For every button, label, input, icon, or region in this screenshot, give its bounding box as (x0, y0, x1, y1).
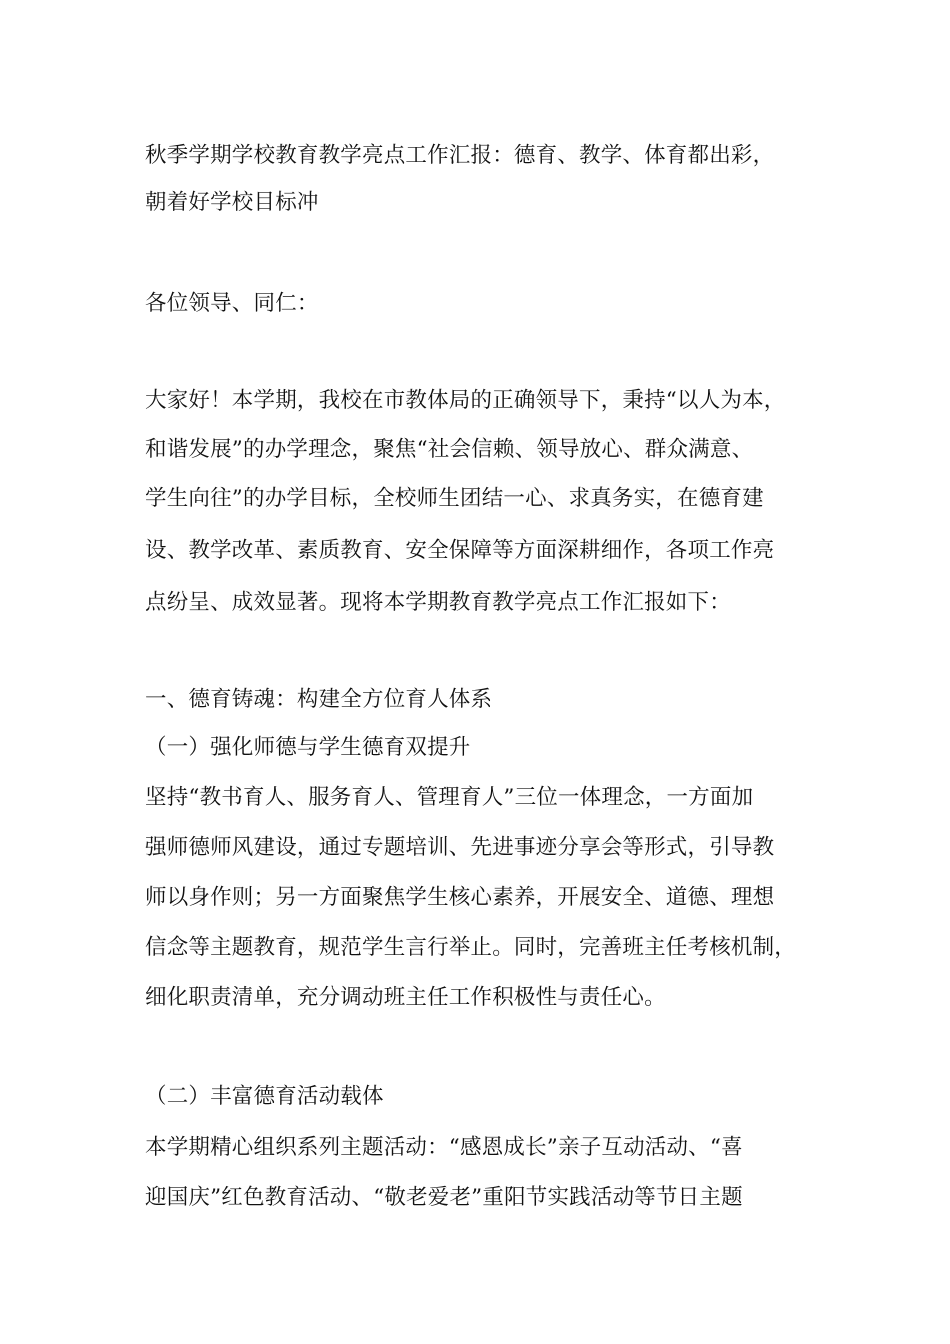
title-line-2: 朝着好学校目标冲 (145, 190, 319, 215)
subsection-1-line-1: 坚持“教书育人、服务育人、管理育人”三位一体理念，一方面加 (145, 785, 754, 810)
subsection-2-heading: （二）丰富德育活动载体 (145, 1084, 384, 1109)
intro-line-1: 大家好！本学期，我校在市教体局的正确领导下，秉持“以人为本， (145, 388, 786, 413)
subsection-1-line-5: 细化职责清单，充分调动班主任工作积极性与责任心。 (145, 985, 666, 1010)
title-line-1: 秋季学期学校教育教学亮点工作汇报：德育、教学、体育都出彩， (145, 143, 775, 168)
subsection-2-line-2: 迎国庆”红色教育活动、“敬老爱老”重阳节实践活动等节日主题 (145, 1185, 743, 1210)
subsection-1-line-3: 师以身作则；另一方面聚焦学生核心素养，开展安全、道德、理想 (145, 885, 775, 910)
subsection-2-line-1: 本学期精心组织系列主题活动：“感恩成长”亲子互动活动、“喜 (145, 1135, 743, 1160)
subsection-1-line-2: 强师德师风建设，通过专题培训、先进事迹分享会等形式，引导教 (145, 835, 775, 860)
subsection-1-heading: （一）强化师德与学生德育双提升 (145, 735, 471, 760)
salutation: 各位领导、同仁： (145, 291, 319, 316)
subsection-1-line-4: 信念等主题教育，规范学生言行举止。同时，完善班主任考核机制， (145, 935, 797, 960)
intro-line-5: 点纷呈、成效显著。现将本学期教育教学亮点工作汇报如下： (145, 590, 731, 615)
intro-line-4: 设、教学改革、素质教育、安全保障等方面深耕细作，各项工作亮 (145, 538, 775, 563)
section-1-heading: 一、德育铸魂：构建全方位育人体系 (145, 687, 493, 712)
intro-line-3: 学生向往”的办学目标，全校师生团结一心、求真务实，在德育建 (145, 486, 764, 511)
intro-line-2: 和谐发展”的办学理念，聚焦“社会信赖、领导放心、群众满意、 (145, 437, 754, 462)
